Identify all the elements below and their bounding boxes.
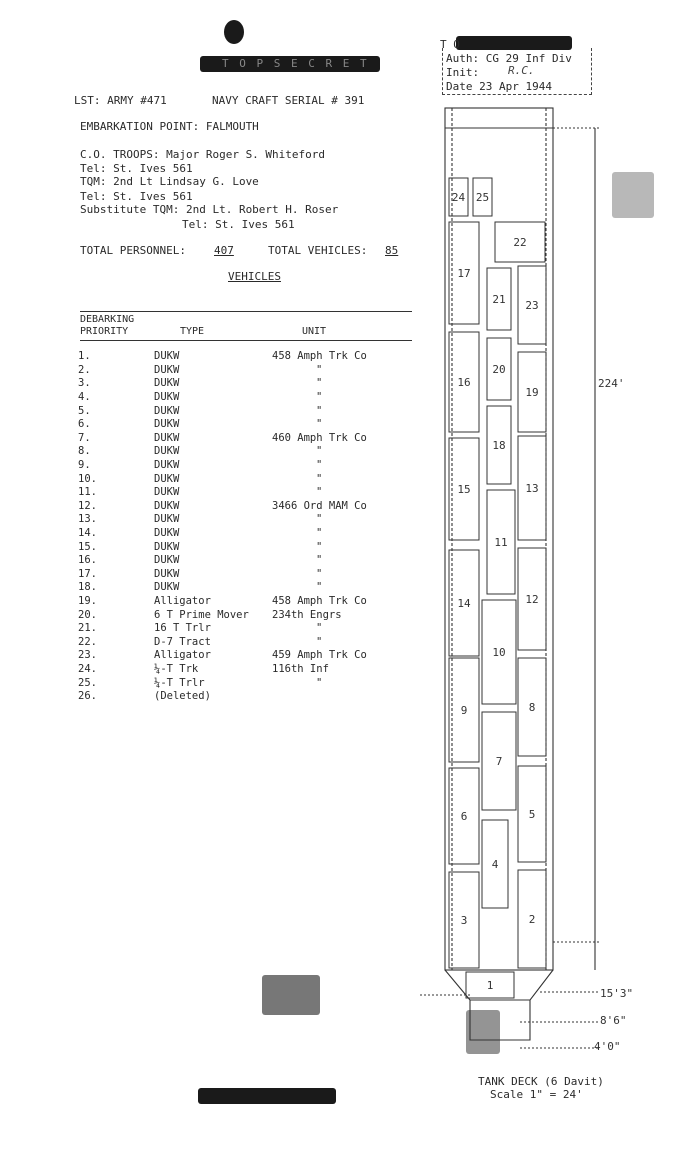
type-cell: DUKW bbox=[154, 377, 180, 390]
type-cell: DUKW bbox=[154, 418, 180, 431]
unit-cell: 460 Amph Trk Co bbox=[272, 431, 367, 444]
vehicle-slot-number: 22 bbox=[513, 236, 527, 249]
vehicle-slot-number: 7 bbox=[495, 755, 503, 768]
type-cell: Alligator bbox=[154, 649, 211, 662]
diagram-caption: TANK DECK (6 Davit) bbox=[478, 1075, 604, 1088]
type-cell: Alligator bbox=[154, 594, 211, 607]
header-unit: UNIT bbox=[302, 326, 327, 337]
vehicle-slot-number: 17 bbox=[457, 267, 471, 280]
type-cell: 16 T Trlr bbox=[154, 622, 211, 635]
unit-cell: " bbox=[316, 513, 323, 526]
navy-serial: NAVY CRAFT SERIAL # 391 bbox=[212, 94, 365, 107]
vehicle-slot-number: 10 bbox=[492, 646, 506, 659]
type-cell: DUKW bbox=[154, 472, 180, 485]
type-cell: 6 T Prime Mover bbox=[154, 608, 249, 621]
co-troops: C.O. TROOPS: Major Roger S. Whiteford bbox=[80, 148, 326, 161]
unit-cell: 459 Amph Trk Co bbox=[272, 649, 367, 662]
unit-cell: " bbox=[316, 391, 323, 404]
type-cell: ¼-T Trk bbox=[154, 662, 199, 675]
dimension-label-1: 15'3" bbox=[600, 987, 634, 1000]
vehicle-slot-number: 12 bbox=[525, 593, 539, 606]
type-cell: DUKW bbox=[154, 404, 180, 417]
priority-cell: 8. bbox=[78, 445, 91, 458]
priority-cell: 12. bbox=[78, 499, 97, 512]
vehicle-slot-number: 24 bbox=[451, 191, 466, 204]
vehicle-slot-number: 4 bbox=[491, 858, 499, 871]
priority-cell: 11. bbox=[78, 486, 97, 499]
unit-cell: " bbox=[316, 676, 323, 689]
unit-cell: " bbox=[316, 540, 323, 553]
vehicle-slot-number: 9 bbox=[460, 704, 468, 717]
unit-cell: " bbox=[316, 527, 323, 540]
vehicle-slot-number: 15 bbox=[457, 483, 471, 496]
vehicle-slot-number: 1 bbox=[486, 979, 494, 992]
tqm-tel: Tel: St. Ives 561 bbox=[80, 190, 193, 203]
vehicle-slot-number: 21 bbox=[492, 293, 506, 306]
unit-cell: 3466 Ord MAM Co bbox=[272, 499, 367, 512]
unit-cell: " bbox=[316, 567, 323, 580]
dimension-length-label: 224' bbox=[598, 377, 625, 390]
classification-heading: T O P S E C R E T bbox=[222, 57, 369, 70]
header-priority-1: DEBARKING bbox=[80, 314, 135, 325]
type-cell: DUKW bbox=[154, 459, 180, 472]
vehicle-slot-number: 20 bbox=[492, 363, 506, 376]
vehicle-slot-number: 13 bbox=[525, 482, 539, 495]
bow-ramp bbox=[445, 970, 553, 1040]
unit-cell: " bbox=[316, 581, 323, 594]
priority-cell: 3. bbox=[78, 377, 91, 390]
priority-cell: 6. bbox=[78, 418, 91, 431]
vehicle-slot-number: 25 bbox=[475, 191, 490, 204]
unit-cell: " bbox=[316, 459, 323, 472]
priority-cell: 1. bbox=[78, 350, 91, 363]
unit-cell: 116th Inf bbox=[272, 662, 329, 675]
priority-cell: 5. bbox=[78, 404, 91, 417]
total-vehicles-value: 85 bbox=[385, 244, 399, 257]
init-line: Init: bbox=[446, 66, 480, 79]
type-cell: DUKW bbox=[154, 527, 180, 540]
embarkation-point: EMBARKATION POINT: FALMOUTH bbox=[80, 120, 259, 133]
type-cell: DUKW bbox=[154, 363, 180, 376]
type-cell: DUKW bbox=[154, 554, 180, 567]
unit-cell: 234th Engrs bbox=[272, 608, 342, 621]
vehicle-slot-number: 5 bbox=[528, 808, 536, 821]
vehicle-slot-number: 19 bbox=[525, 386, 539, 399]
priority-cell: 20. bbox=[78, 608, 97, 621]
priority-cell: 25. bbox=[78, 676, 97, 689]
date-line: Date 23 Apr 1944 bbox=[446, 80, 552, 93]
unit-cell: " bbox=[316, 622, 323, 635]
type-cell: DUKW bbox=[154, 445, 180, 458]
priority-cell: 17. bbox=[78, 567, 97, 580]
unit-cell: " bbox=[316, 635, 323, 648]
priority-cell: 14. bbox=[78, 527, 97, 540]
tqm: TQM: 2nd Lt Lindsay G. Love bbox=[80, 175, 259, 188]
vehicle-slot-number: 18 bbox=[492, 439, 506, 452]
unit-cell: 458 Amph Trk Co bbox=[272, 594, 367, 607]
priority-cell: 22. bbox=[78, 635, 97, 648]
priority-cell: 13. bbox=[78, 513, 97, 526]
total-vehicles-label: TOTAL VEHICLES: bbox=[268, 244, 368, 257]
diagram-scale: Scale 1" = 24' bbox=[490, 1088, 583, 1101]
unit-cell: " bbox=[316, 377, 323, 390]
vehicle-slot-number: 16 bbox=[457, 376, 471, 389]
vehicle-slot-number: 23 bbox=[525, 299, 539, 312]
priority-cell: 4. bbox=[78, 391, 91, 404]
unit-cell: " bbox=[316, 445, 323, 458]
unit-cell: " bbox=[316, 486, 323, 499]
priority-cell: 21. bbox=[78, 622, 97, 635]
dimension-label-2: 8'6" bbox=[600, 1014, 627, 1027]
co-tel: Tel: St. Ives 561 bbox=[80, 162, 193, 175]
header-priority-2: PRIORITY bbox=[80, 326, 129, 337]
vehicle-slot-number: 6 bbox=[460, 810, 468, 823]
type-cell: ¼-T Trlr bbox=[154, 676, 205, 689]
unit-cell: " bbox=[316, 472, 323, 485]
type-cell: DUKW bbox=[154, 540, 180, 553]
priority-cell: 7. bbox=[78, 431, 91, 444]
total-personnel-value: 407 bbox=[214, 244, 234, 257]
priority-cell: 19. bbox=[78, 594, 97, 607]
type-cell: DUKW bbox=[154, 350, 180, 363]
vehicle-slot-number: 11 bbox=[494, 536, 508, 549]
substitute-tel: Tel: St. Ives 561 bbox=[182, 218, 295, 231]
type-cell: DUKW bbox=[154, 486, 180, 499]
vehicles-heading: VEHICLES bbox=[228, 270, 281, 283]
priority-cell: 18. bbox=[78, 581, 97, 594]
header-type: TYPE bbox=[180, 326, 205, 337]
type-cell: D-7 Tract bbox=[154, 635, 211, 648]
priority-cell: 24. bbox=[78, 662, 97, 675]
auth-box-to: T O bbox=[440, 38, 460, 51]
dimension-label-3: 4'0" bbox=[594, 1040, 621, 1053]
unit-cell: " bbox=[316, 363, 323, 376]
substitute-tqm: Substitute TQM: 2nd Lt. Robert H. Roser bbox=[80, 203, 339, 216]
vehicle-slot-number: 3 bbox=[460, 914, 468, 927]
total-personnel-label: TOTAL PERSONNEL: bbox=[80, 244, 186, 257]
priority-cell: 9. bbox=[78, 459, 91, 472]
unit-cell: 458 Amph Trk Co bbox=[272, 350, 367, 363]
unit-cell: " bbox=[316, 554, 323, 567]
priority-cell: 16. bbox=[78, 554, 97, 567]
priority-cell: 2. bbox=[78, 363, 91, 376]
type-cell: DUKW bbox=[154, 581, 180, 594]
priority-cell: 23. bbox=[78, 649, 97, 662]
unit-cell: " bbox=[316, 418, 323, 431]
vehicle-slot-number: 14 bbox=[457, 597, 471, 610]
type-cell: (Deleted) bbox=[154, 690, 211, 703]
vehicle-slot-number: 8 bbox=[528, 701, 536, 714]
type-cell: DUKW bbox=[154, 431, 180, 444]
lst-label: LST: ARMY #471 bbox=[74, 94, 167, 107]
init-signature: R.C. bbox=[508, 64, 535, 77]
type-cell: DUKW bbox=[154, 499, 180, 512]
auth-line: Auth: CG 29 Inf Div bbox=[446, 52, 572, 65]
priority-cell: 10. bbox=[78, 472, 97, 485]
type-cell: DUKW bbox=[154, 391, 180, 404]
priority-cell: 15. bbox=[78, 540, 97, 553]
unit-cell: " bbox=[316, 404, 323, 417]
vehicle-slot-number: 2 bbox=[528, 913, 536, 926]
type-cell: DUKW bbox=[154, 567, 180, 580]
type-cell: DUKW bbox=[154, 513, 180, 526]
priority-cell: 26. bbox=[78, 690, 97, 703]
